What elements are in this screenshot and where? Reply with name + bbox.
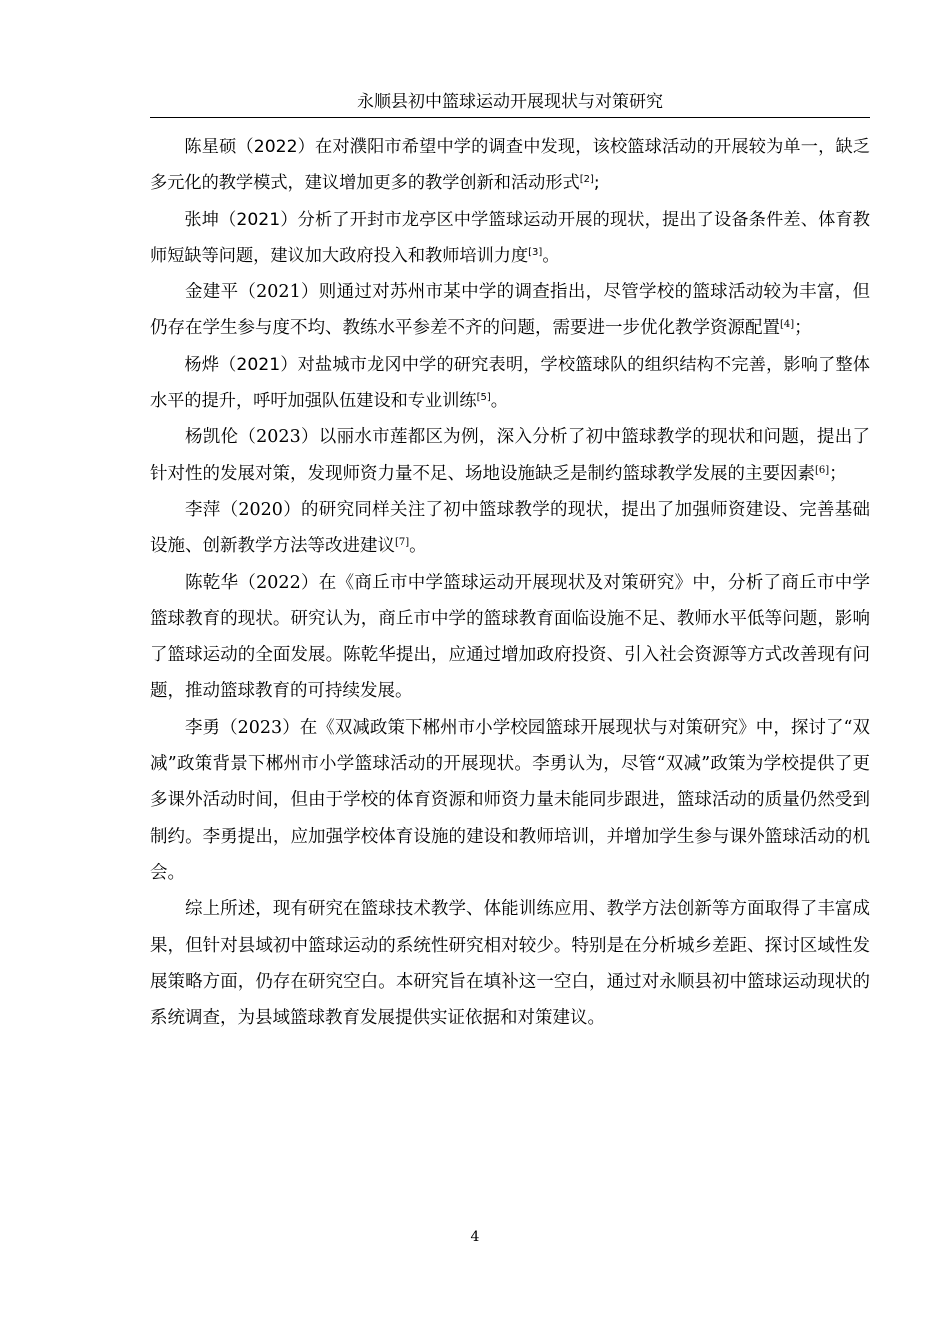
paragraph-tail: ; bbox=[593, 173, 600, 194]
paragraph-text: 综上所述，现有研究在篮球技术教学、体能训练应用、教学方法创新等方面取得了丰富成果，但针对县域初中篮球运动的系统性研究相对较少。特别是在分析城乡差距、探讨区域性发展策略方面，仍存在研究空白。本研究旨在填补这一空白，通过对永顺县初中篮球运动现状的系统调查，为县域篮球教育发展提供实证依据和对策建议。 bbox=[150, 899, 870, 1029]
paragraph-tail: 。 bbox=[409, 536, 427, 557]
citation-ref: [7] bbox=[395, 537, 410, 549]
paragraph-text: 李萍（2020）的研究同样关注了初中篮球教学的现状，提出了加强师资建设、完善基础设施、创新教学方法等改进建议 bbox=[150, 499, 870, 557]
header-divider bbox=[150, 117, 870, 118]
page-number: 4 bbox=[470, 1229, 480, 1245]
paragraph-text: 陈乾华（2022）在《商丘市中学篮球运动开展现状及对策研究》中，分析了商丘市中学篮球教育的现状。研究认为，商丘市中学的篮球教育面临设施不足、教师水平低等问题，影响了篮球运动的全面发展。陈乾华提出，应通过增加政府投资、引入社会资源等方式改善现有问题，推动篮球教育的可持续发展。 bbox=[150, 572, 870, 702]
citation-ref: [2] bbox=[579, 174, 594, 186]
paragraph-tail: 。 bbox=[490, 391, 508, 412]
citation-ref: [3] bbox=[528, 246, 543, 258]
running-header: 永顺县初中篮球运动开展现状与对策研究 bbox=[357, 92, 663, 112]
paragraph-9 bbox=[150, 891, 870, 1036]
paragraph-5 bbox=[150, 419, 870, 492]
citation-ref: [5] bbox=[476, 392, 491, 404]
paragraph-tail: ； bbox=[829, 463, 847, 484]
paragraph-text: 金建平（2021）则通过对苏州市某中学的调查指出，尽管学校的篮球活动较为丰富，但仍存在学生参与度不均、教练水平参差不齐的问题，需要进一步优化教学资源配置 bbox=[150, 282, 870, 339]
paragraph-2 bbox=[150, 202, 870, 275]
body-text bbox=[150, 129, 870, 1036]
citation-ref: [6] bbox=[815, 464, 830, 476]
paragraph-text: 杨凯伦（2023）以丽水市莲都区为例，深入分析了初中篮球教学的现状和问题，提出了针对性的发展对策，发现师资力量不足、场地设施缺乏是制约篮球教学发展的主要因素 bbox=[150, 427, 870, 484]
paragraph-tail: 。 bbox=[542, 245, 560, 266]
citation-ref: [4] bbox=[780, 319, 795, 331]
paragraph-text: 杨烨（2021）对盐城市龙冈中学的研究表明，学校篮球队的组织结构不完善，影响了整体水平的提升，呼吁加强队伍建设和专业训练 bbox=[150, 354, 870, 412]
paragraph-6 bbox=[150, 492, 870, 565]
paragraph-tail: ； bbox=[794, 318, 812, 339]
paragraph-4 bbox=[150, 347, 870, 420]
paragraph-3 bbox=[150, 274, 870, 347]
paragraph-text: 张坤（2021）分析了开封市龙亭区中学篮球运动开展的现状，提出了设备条件差、体育教师短缺等问题，建议加大政府投入和教师培训力度 bbox=[150, 209, 870, 266]
paragraph-7 bbox=[150, 565, 870, 710]
paragraph-text: 李勇（2023）在《双减政策下郴州市小学校园篮球开展现状与对策研究》中，探讨了“双减”政策背景下郴州市小学篮球活动的开展现状。李勇认为，尽管“双减”政策为学校提供了更多课外活动时间，但由于学校的体育资源和师资力量未能同步跟进，篮球活动的质量仍然受到制约。李勇提出，应加强学校体育设施的建设和教师培训，并增加学生参与课外篮球活动的机会。 bbox=[150, 717, 870, 883]
paragraph-1 bbox=[150, 129, 870, 202]
paragraph-8 bbox=[150, 710, 870, 891]
paragraph-text: 陈星硕（2022）在对濮阳市希望中学的调查中发现，该校篮球活动的开展较为单一，缺乏多元化的教学模式，建议增加更多的教学创新和活动形式 bbox=[150, 137, 870, 194]
